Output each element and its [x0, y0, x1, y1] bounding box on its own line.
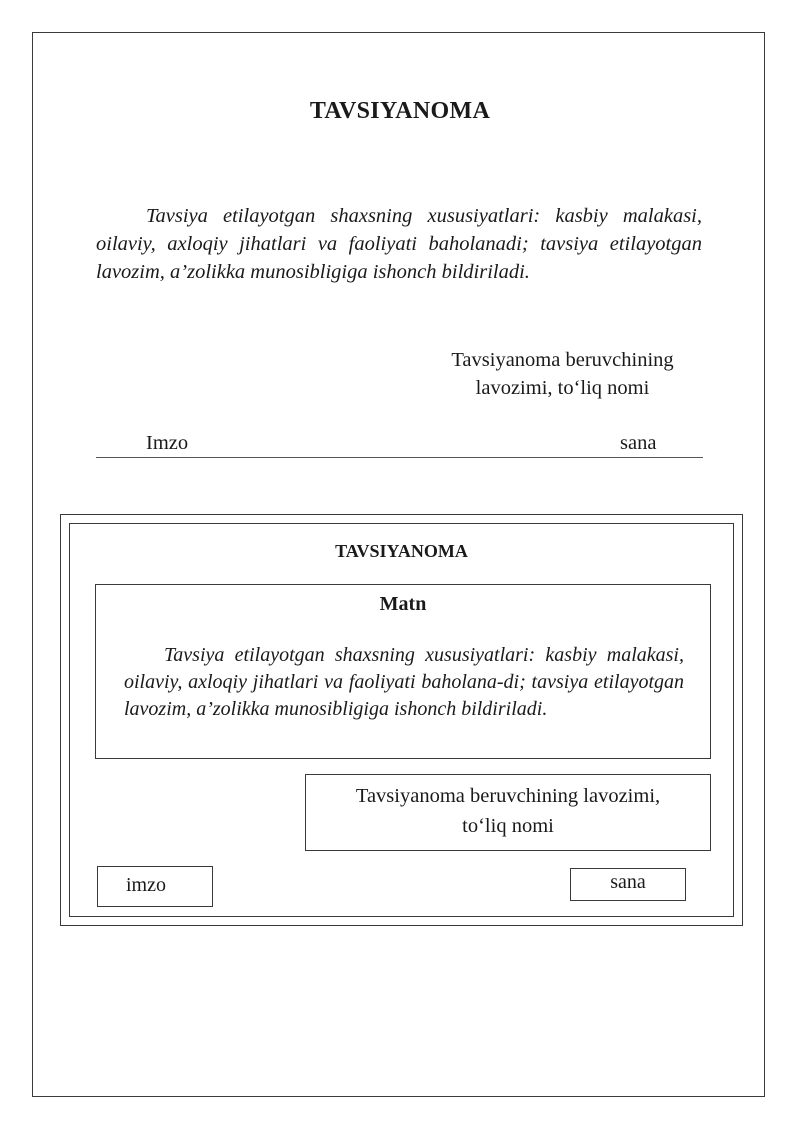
text-box-body: Tavsiya etilayotgan shaxsning xususiyatlari: kasbiy malakasi, oilaviy, axloqiy jihatlari va faoliyati baholana-di; tavsiya etilayotgan lavozim, a’zolikka munosibligiga ishonch bildiriladi. [124, 644, 684, 720]
document-title: TAVSIYANOMA [309, 98, 491, 124]
signature-label: Imzo [146, 432, 189, 454]
diagram-text-box [95, 584, 711, 759]
text-box-heading: Matn [379, 593, 427, 615]
signer-box-line-1: Tavsiyanoma beruvchining lavozimi, [355, 785, 661, 807]
diagram-date-box: sana [570, 868, 686, 901]
document-body-text: Tavsiya etilayotgan shaxsning xususiyatlari: kasbiy malakasi, oilaviy, axloqiy jihatlari va faoliyati baholanadi; tavsiya etilayotgan lavozim, a’zolikka munosibligiga ishonch bildiriladi. [96, 205, 702, 283]
diagram-signer-box [305, 774, 711, 851]
diagram-signature-box: imzo [97, 866, 213, 907]
signer-block [400, 346, 725, 402]
diagram-title: TAVSIYANOMA [335, 541, 468, 561]
signature-underline [96, 457, 703, 458]
date-label: sana [620, 432, 657, 454]
signer-line-1: Tavsiyanoma beruvchining [451, 349, 674, 371]
signer-box-line-2: to‘liq nomi [462, 815, 554, 837]
signer-line-2: lavozimi, to‘liq nomi [475, 377, 650, 399]
